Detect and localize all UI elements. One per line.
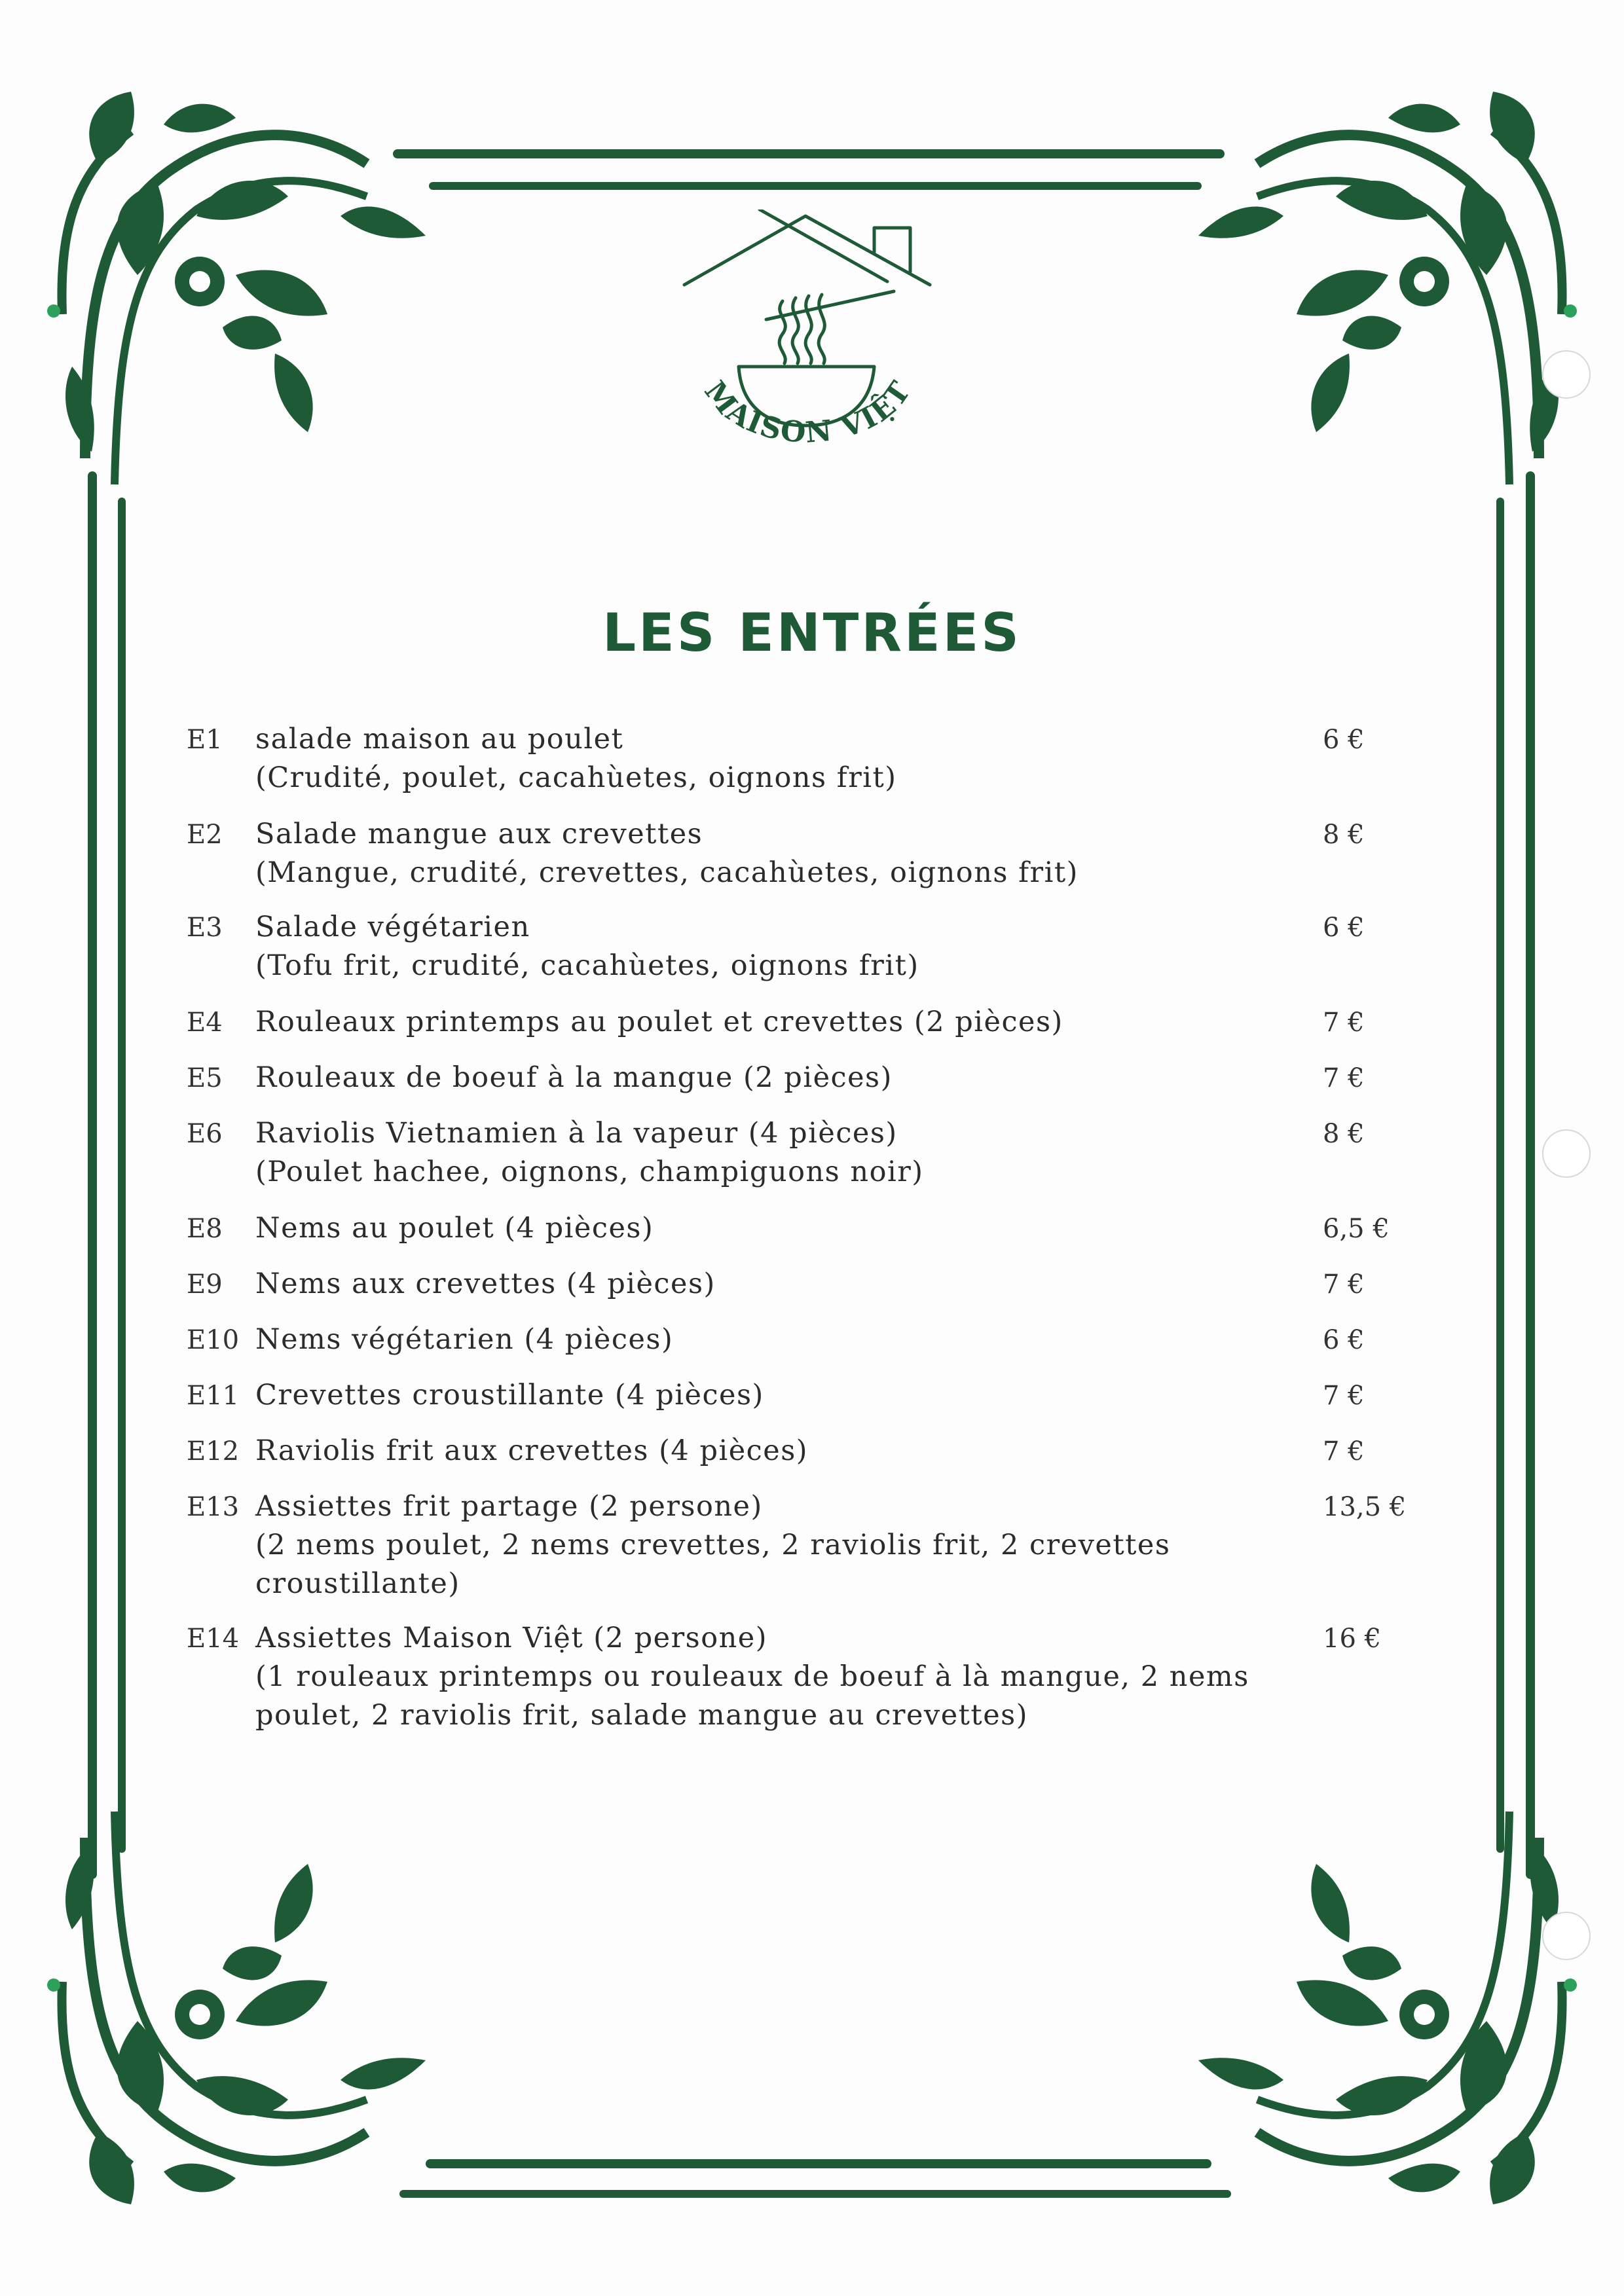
maison-viet-logo	[674, 210, 950, 484]
item-detail: croustillante)	[255, 1567, 460, 1600]
item-price: 6 €	[1323, 725, 1365, 755]
item-detail: (Mangue, crudité, crevettes, cacahùetes, oignons frit)	[255, 856, 1079, 889]
item-detail: poulet, 2 raviolis frit, salade mangue au crevettes)	[255, 1699, 1029, 1732]
item-code: E5	[187, 1063, 223, 1093]
item-code: E13	[187, 1492, 240, 1522]
item-code: E12	[187, 1436, 240, 1467]
item-name: Rouleaux de boeuf à la mangue (2 pièces)	[255, 1061, 893, 1094]
item-price: 7 €	[1323, 1381, 1365, 1411]
item-price: 6 €	[1323, 1325, 1365, 1355]
item-price: 7 €	[1323, 1008, 1365, 1038]
punch-hole	[1542, 1912, 1591, 1960]
item-detail: (Poulet hachee, oignons, champiguons noir)	[255, 1156, 924, 1188]
item-price: 7 €	[1323, 1269, 1365, 1300]
item-description	[255, 1114, 1225, 1192]
item-description	[255, 1321, 1225, 1359]
item-name: Crevettes croustillante (4 pièces)	[255, 1379, 764, 1412]
item-name: Salade mangue aux crevettes	[255, 818, 703, 850]
item-price: 7 €	[1323, 1063, 1365, 1093]
item-price: 13,5 €	[1323, 1492, 1407, 1522]
item-name: salade maison au poulet	[255, 723, 624, 756]
item-price: 8 €	[1323, 820, 1365, 850]
item-description	[255, 1059, 1225, 1097]
item-price: 6,5 €	[1323, 1214, 1390, 1244]
item-description	[255, 720, 1225, 797]
item-description	[255, 1487, 1225, 1603]
item-code: E4	[187, 1008, 223, 1038]
item-code: E2	[187, 820, 223, 850]
item-name: Assiettes frit partage (2 persone)	[255, 1490, 763, 1523]
item-code: E14	[187, 1624, 240, 1654]
item-description	[255, 1432, 1225, 1470]
item-code: E11	[187, 1381, 240, 1411]
item-code: E6	[187, 1119, 223, 1149]
item-description	[255, 1376, 1225, 1415]
brand-name: MAISON VIỆT	[697, 374, 918, 450]
item-price: 6 €	[1323, 913, 1365, 943]
item-name: Nems végétarien (4 pièces)	[255, 1323, 674, 1356]
item-code: E9	[187, 1269, 223, 1300]
item-code: E8	[187, 1214, 223, 1244]
item-name: Salade végétarien	[255, 911, 530, 943]
item-name: Nems aux crevettes (4 pièces)	[255, 1267, 716, 1300]
item-price: 16 €	[1323, 1624, 1382, 1654]
item-description	[255, 1265, 1225, 1303]
item-detail: (2 nems poulet, 2 nems crevettes, 2 raviolis frit, 2 crevettes	[255, 1529, 1171, 1561]
item-code: E3	[187, 913, 223, 943]
punch-hole	[1542, 1129, 1591, 1178]
item-description	[255, 815, 1225, 892]
item-code: E1	[187, 725, 223, 755]
item-detail: (1 rouleaux printemps ou rouleaux de boeuf à là mangue, 2 nems	[255, 1660, 1249, 1693]
item-name: Rouleaux printemps au poulet et crevettes (2 pièces)	[255, 1006, 1063, 1038]
item-name: Assiettes Maison Việt (2 persone)	[255, 1622, 768, 1654]
item-description	[255, 908, 1225, 985]
item-detail: (Tofu frit, crudité, cacahùetes, oignons frit)	[255, 949, 919, 982]
item-name: Raviolis frit aux crevettes (4 pièces)	[255, 1434, 809, 1467]
item-description	[255, 1619, 1249, 1735]
punch-hole	[1542, 350, 1591, 399]
section-title: LES ENTRÉES	[602, 602, 1022, 663]
item-name: Nems au poulet (4 pièces)	[255, 1212, 654, 1245]
item-price: 8 €	[1323, 1119, 1365, 1149]
item-description	[255, 1209, 1225, 1248]
item-code: E10	[187, 1325, 240, 1355]
item-name: Raviolis Vietnamien à la vapeur (4 pièces)	[255, 1117, 898, 1150]
item-detail: (Crudité, poulet, cacahùetes, oignons frit)	[255, 761, 897, 794]
item-price: 7 €	[1323, 1436, 1365, 1467]
item-description	[255, 1003, 1225, 1042]
